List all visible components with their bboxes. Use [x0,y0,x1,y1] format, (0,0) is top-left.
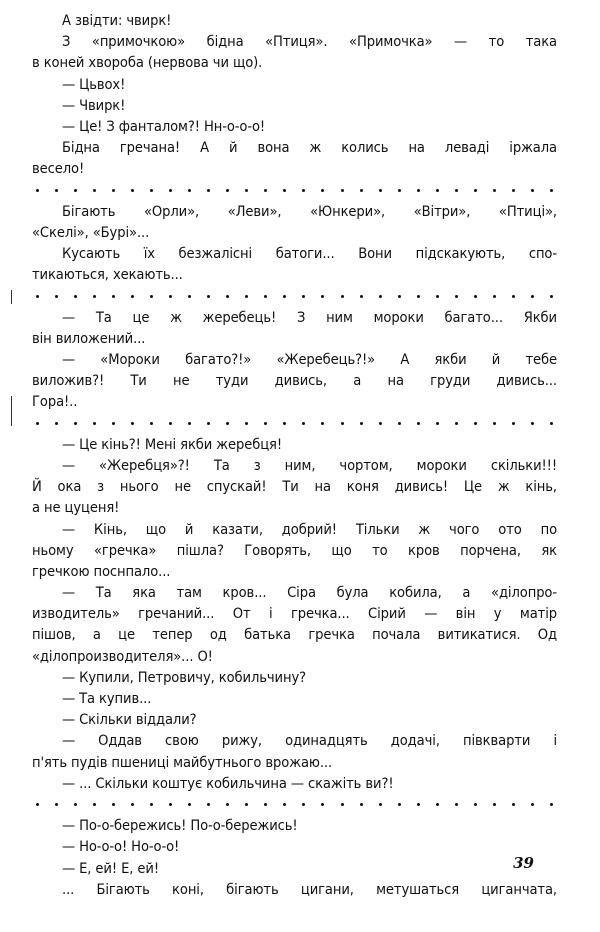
page-number: 39 [513,854,534,872]
separator-dot [226,295,229,298]
text-line: изводитель» гречаний... От і гречка... Сірий — він у матір [32,605,557,623]
margin-mark [11,290,12,304]
separator-dot [550,422,553,425]
text-line: — ... Скільки коштує кобильчина — скажіть ви?! [62,774,394,792]
separator-dot [512,422,515,425]
separator-dot [379,422,382,425]
separator-dot [169,422,172,425]
separator-dot [493,189,496,192]
page-text [32,10,557,900]
text-line: — Кінь, що й казати, добрий! Тільки ж чого ото по [62,520,557,538]
text-line: Бігають «Орли», «Леви», «Юнкери», «Вітри», «Птиці», [62,202,557,220]
text-line: — Е, ей! Е, ей! [62,859,159,877]
separator-dot [512,295,515,298]
separator-dot [360,803,363,806]
separator-dot [360,295,363,298]
text-line: — Це кінь?! Мені якби жеребця! [62,435,282,453]
separator-dot [283,295,286,298]
text-line: — Скільки віддали? [62,711,197,729]
separator-dot [550,189,553,192]
separator-dot [55,803,58,806]
separator-dot [379,803,382,806]
text-line: А звідти: чвирк! [62,12,172,29]
separator-dot [188,189,191,192]
separator-dot [74,295,77,298]
separator-dot [36,422,39,425]
separator-dot [302,295,305,298]
text-line: весело! [32,160,85,178]
separator-dot [341,422,344,425]
section-separator-dots [32,794,557,815]
separator-dot [550,803,553,806]
text-line: гречкою поснпало... [32,562,171,580]
separator-dot [417,803,420,806]
text-line: — Цьвох! [62,75,126,93]
separator-dot [398,189,401,192]
separator-dot [417,295,420,298]
separator-dot [74,189,77,192]
text-line: — Це! З фанталом?! Нн-о-о-о! [62,117,266,135]
separator-dot [512,803,515,806]
separator-dot [207,422,210,425]
separator-dot [550,295,553,298]
separator-dot [493,803,496,806]
text-line: ньому «гречка» пішла? Говорять, що то кров порчена, як [32,541,557,559]
separator-dot [207,189,210,192]
separator-dot [436,803,439,806]
separator-dot [455,295,458,298]
separator-dot [245,422,248,425]
separator-dot [283,422,286,425]
separator-dot [226,422,229,425]
separator-dot [55,189,58,192]
separator-dot [226,189,229,192]
separator-dot [131,295,134,298]
separator-dot [264,803,267,806]
separator-dot [531,422,534,425]
separator-dot [379,189,382,192]
separator-dot [112,803,115,806]
separator-dot [436,422,439,425]
separator-dot [436,295,439,298]
separator-dot [131,189,134,192]
separator-dot [493,295,496,298]
separator-dot [474,295,477,298]
separator-dot [112,189,115,192]
text-line: — «Мороки багато?!» «Жеребець?!» А якби й тебе [62,351,557,368]
separator-dot [436,189,439,192]
section-separator-dots [32,285,557,306]
separator-dot [188,295,191,298]
text-line: Гора!.. [32,393,78,411]
text-line: — Чвирк! [62,96,126,114]
separator-dot [188,422,191,425]
separator-dot [169,189,172,192]
section-separator-dots [32,180,557,201]
separator-dot [112,295,115,298]
text-line: п'ять пудів пшениці майбутнього врожаю... [32,753,333,771]
separator-dot [74,422,77,425]
separator-dot [321,422,324,425]
text-line: «ділопроизводителя»... О! [32,647,213,665]
separator-dot [55,422,58,425]
separator-dot [455,189,458,192]
separator-dot [283,803,286,806]
separator-dot [169,803,172,806]
text-line: З «примочкою» бідна «Птиця». «Примочка» — то така [62,33,557,51]
separator-dot [150,189,153,192]
separator-dot [93,803,96,806]
separator-dot [302,803,305,806]
separator-dot [398,422,401,425]
separator-dot [321,189,324,192]
text-line: «Скелі», «Бурі»... [32,223,150,241]
margin-mark [11,396,12,426]
separator-dot [321,295,324,298]
separator-dot [321,803,324,806]
separator-dot [341,295,344,298]
separator-dot [474,803,477,806]
separator-dot [55,295,58,298]
separator-dot [493,422,496,425]
separator-dot [474,189,477,192]
separator-dot [531,295,534,298]
text-line: — По-о-бережись! По-о-бережись! [62,817,298,835]
section-separator-dots [32,413,557,434]
separator-dot [74,803,77,806]
text-line: — Купили, Петровичу, кобильчину? [62,668,307,686]
separator-dot [36,803,39,806]
separator-dot [245,189,248,192]
separator-dot [455,422,458,425]
separator-dot [131,803,134,806]
separator-dot [93,422,96,425]
separator-dot [455,803,458,806]
separator-dot [93,189,96,192]
separator-dot [360,189,363,192]
text-line: Й ока з нього не спускай! Ти на коня дивись! Це ж кінь, [32,478,557,496]
separator-dot [264,295,267,298]
text-line: — Но-о-о! Но-о-о! [62,838,180,856]
separator-dot [398,295,401,298]
separator-dot [341,189,344,192]
separator-dot [302,189,305,192]
text-line: Бідна гречана! А й вона ж колись на леваді іржала [62,139,557,157]
separator-dot [169,295,172,298]
separator-dot [150,295,153,298]
text-line: — Та купив... [62,690,152,707]
separator-dot [245,803,248,806]
text-line: він виложений... [32,329,146,347]
text-line: — Оддав свою рижу, одинадцять додачі, півкварти і [62,732,557,750]
separator-dot [379,295,382,298]
separator-dot [150,422,153,425]
separator-dot [283,189,286,192]
separator-dot [93,295,96,298]
separator-dot [36,295,39,298]
text-line: в коней хвороба (нервова чи що). [32,54,263,72]
separator-dot [36,189,39,192]
separator-dot [417,422,420,425]
separator-dot [207,803,210,806]
separator-dot [131,422,134,425]
separator-dot [188,803,191,806]
text-line: виложив?! Ти не туди дивись, а на груди дивись... [32,372,557,390]
separator-dot [398,803,401,806]
separator-dot [150,803,153,806]
separator-dot [207,295,210,298]
text-line: — Та яка там кров... Сіра була кобила, а «ділопро- [62,584,557,602]
separator-dot [531,803,534,806]
separator-dot [341,803,344,806]
separator-dot [417,189,420,192]
separator-dot [512,189,515,192]
text-line: тикаються, хекають... [32,266,183,284]
separator-dot [245,295,248,298]
separator-dot [474,422,477,425]
separator-dot [531,189,534,192]
text-line: — Та це ж жеребець! З ним мороки багато... Якби [62,308,557,326]
separator-dot [264,189,267,192]
separator-dot [112,422,115,425]
text-line: пішов, а це тепер од батька гречка почала витикатися. Од [32,626,557,644]
text-line: — «Жеребця»?! Та з ним, чортом, мороки скільки!!! [62,456,557,474]
text-line: ... Бігають коні, бігають цигани, метушаться циганчата, [62,880,557,898]
separator-dot [264,422,267,425]
separator-dot [226,803,229,806]
text-line: а не цуценя! [32,499,120,517]
separator-dot [360,422,363,425]
separator-dot [302,422,305,425]
text-line: Кусають їх безжалісні батоги... Вони підскакують, спо- [62,245,557,263]
